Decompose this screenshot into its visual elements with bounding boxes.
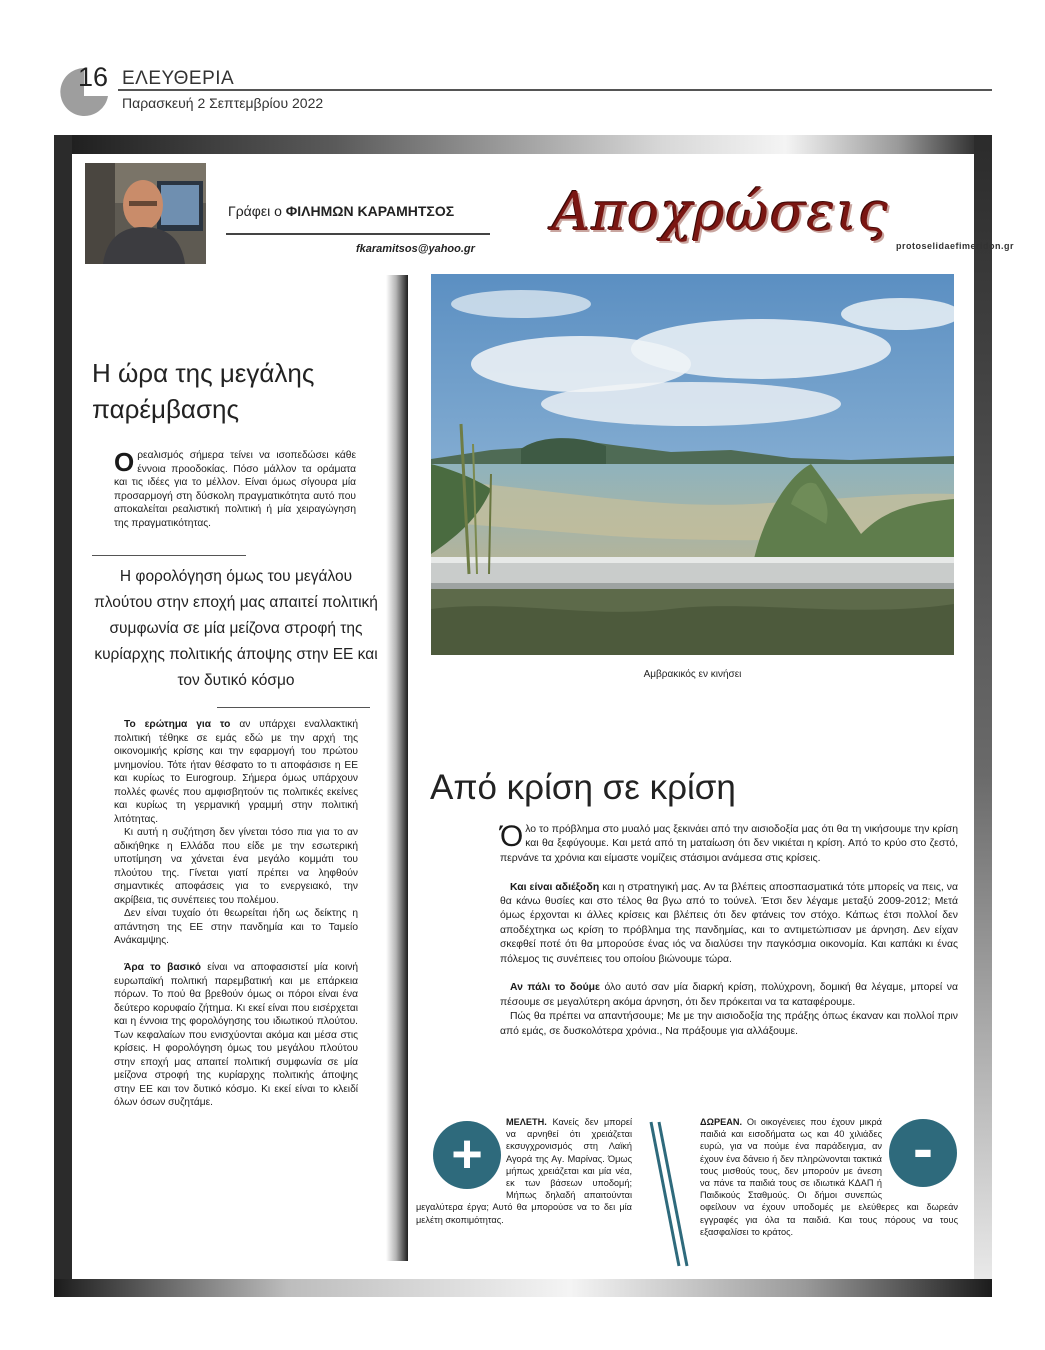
source-watermark: protoselidaefimeridon.gr [896, 241, 1015, 251]
lead-dropcap: Ο [114, 447, 135, 477]
header-rule [118, 89, 992, 91]
paragraph: Δεν είναι τυχαίο ότι θεωρείται ήδη ως δείκτης η απάντηση της ΕΕ στην πανδημία και το Ταμείο Ανάκαμψης. [114, 908, 358, 946]
newspaper-name: ΕΛΕΥΘΕΡΙΑ [122, 68, 235, 89]
left-article-title: Η ώρα της μεγάλης παρέμβασης [92, 358, 315, 424]
cons-label: ΔΩΡΕΑΝ. [700, 1117, 743, 1127]
minus-symbol: - [913, 1115, 933, 1182]
frame-left-bar [54, 135, 72, 1297]
cons-text: Οι οικογένειες που έχουν μικρά παιδιά και εισοδήματα ως και 40 χιλιάδες ευρώ, για να πούμε ένα παράδειγμα, αν έχουν ένα δάνειο ή δεν πληρώνονται τακτικά τους μισθούς τους, δεν μπορούν με άνεση να πάνε τα παιδιά τους σε ιδιωτικά ΚΔΑΠ ή Παιδικούς Σταθμούς. Οι δήμοι συνεπώς οφείλουν να έχουν υποδομές με ελεύθερες και δωρεάν εγγραφές για όλα τα παιδιά. Και τους πόρους να τους εξασφαλίσει το κράτος. [700, 1117, 958, 1237]
column-divider [386, 275, 408, 1261]
column-logo-text: Αποχρώσεις [552, 182, 889, 243]
minus-icon [889, 1115, 957, 1187]
run-in: Άρα το βασικό [124, 962, 201, 973]
paragraph-text: και η στρατηγική μας. Αν τα βλέπεις αποσπασματικά τότε μπορείς να πεις, να θα κάνω θυσίες και στο τέλος θα βγω από το τούνελ. Έτσι δεν λέγαμε μεταξύ 2009-2012; Μετά όμως έρχονται κι άλλες κρίσεις και βλέπεις ότι δεν φτάνεις τον στόχο. Κάπως έτσι πολλοί δεν αποδέχτηκα ως κρίση το πρόβλημα της πανδημίας, και το αντιμετώπισαν με άρνηση. Δεν είχαν σκεφθεί ποτέ ότι θα μπορούσε ένας ιός να διαλύσει την παγκόσμια οικονομία. Και καπάκι κι ένας πόλεμος τις συνέπειες του οποίου βιώνουμε τώρα. [500, 881, 958, 965]
author-email: fkaramitsos@yahoo.gr [356, 243, 475, 255]
publication-date: Παρασκευή 2 Σεπτεμβρίου 2022 [122, 95, 324, 111]
frame-right-bar [974, 135, 992, 1297]
article-photo [431, 274, 954, 655]
run-in: Και είναι αδιέξοδη [510, 881, 600, 893]
photo-caption: Αμβρακικός εν κινήσει [643, 669, 742, 680]
paragraph [500, 881, 958, 967]
paragraph: Πώς θα πρέπει να απαντήσουμε; Με με την αισιοδοξία της πράξης όπως έκαναν και πολλοί πριν από εμάς, σε δυσκολότερα χρόνια., Να πράξουμε για αλλάξουμε. [500, 1011, 958, 1037]
byline-rule [226, 233, 490, 235]
byline-prefix: Γράφει ο [228, 203, 286, 219]
pros-text: Κανείς δεν μπορεί να αρνηθεί ότι χρειάζεται εκσυγχρονισμός στη Λαϊκή Αγορά της Αγ. Μαρίνας. Όμως μήπως χρειάζεται και μία νέα, εκ των βάσεων υποδομή; Μήπως δηλαδή απαιτούνται μεγαλύτερα έργα; Αυτό θα μπορούσε να το δει μία μελέτη σκοπιμότητας. [416, 1117, 632, 1225]
left-article-lead [114, 449, 356, 530]
plus-symbol: + [451, 1124, 483, 1184]
separator-slashes [645, 1120, 693, 1268]
author-photo [85, 163, 206, 264]
paragraph [500, 820, 958, 866]
float-spacer [416, 1116, 506, 1200]
pull-quote-rule-top [92, 555, 246, 556]
author-name: ΦΙΛΗΜΩΝ ΚΑΡΑΜΗΤΣΟΣ [285, 203, 455, 219]
right-dropcap: Ό [500, 820, 524, 853]
frame-bottom-bar [54, 1279, 992, 1297]
paragraph [114, 961, 358, 1110]
column-logo [523, 172, 918, 257]
run-in: Αν πάλι το δούμε [510, 982, 600, 994]
paragraph-text: όλο αυτό σαν μία διαρκή κρίση, πολύχρονη, δομική θα λέγαμε, μπορεί να πέσουμε σε μεγαλύτερη ακόμα άρνηση, ότι δεν πρόκειται να τα καταφέρουμε. [500, 982, 958, 1008]
paragraph-text: είναι να αποφασιστεί μία κοινή ευρωπαϊκή πολιτική παρεμβατική και με επάρκεια πόρων. Το πού θα βρεθούν όμως οι πόροι είναι ένα δεύτερο κορυφαίο ζήτημα. Κι εκεί είναι που εισέρχεται και η έννοια της φορολόγησης του ιδιωτικού πλούτου. Των κεφαλαίων που ενισχύονται ακόμα και μέσα στις κρίσεις. Η φορολόγηση όμως του μεγάλου πλούτου στην εποχή μας απαιτεί πολιτική συμφωνία σε μία μείζονα στροφή της κυρίαρχης πολιτικής άποψης στην ΕΕ και τον δυτικό κόσμο. Κι εκεί είναι το κλειδί όλων όσων συζητάμε. [114, 962, 358, 1108]
paragraph: Κι αυτή η συζήτηση δεν γίνεται τόσο πια για το αν αδικήθηκε η Ελλάδα που είδε με την εσωτερική υποτίμηση να χάνεται ένα μεγάλο κομμάτι του πλούτου της. Γίνεται γιατί πρέπει να ληφθούν σημαντικές αποφάσεις για το ενεργειακό, την ακρίβεια, τις συνέπειες του πολέμου. [114, 827, 358, 906]
pull-quote-rule-bottom [217, 707, 370, 708]
page-number: 16 [78, 62, 109, 92]
paragraph-text: λο το πρόβλημα στο μυαλό μας ξεκινάει από την αισιοδοξία μας ότι θα τη νικήσουμε την κρίση και θα ξεφύγουμε. Και μετά από τη ματαίωση ότι δεν νικιέται η κρίση. Από το κρύο στο ζεστό, περνάνε τα χρόνια και είμαστε νομίζεις στάσιμοι ανάμεσα στις κρίσεις. [500, 824, 958, 864]
paragraph [500, 981, 958, 1010]
frame-top-bar [54, 135, 992, 154]
pros-label: ΜΕΛΕΤΗ. [506, 1117, 547, 1127]
lead-text: ρεαλισμός σήμερα τείνει να ισοπεδώσει κάθε έννοια προοδοκίας. Πόσο μάλλον τα οράματα και τις ιδέες για το μέλλον. Είναι όμως σίγουρα μία προσαρμογή στη δύσκολη πραγματικότητα αυτό που αποκαλείται ρεαλιστική πολιτική ή μία χειραγώγηση της πραγματικότητας. [114, 450, 356, 529]
right-article-body [500, 820, 958, 1039]
pros-box [416, 1116, 632, 1226]
paragraph [114, 718, 358, 826]
byline [228, 203, 454, 219]
right-article-title: Από κρίση σε κρίση [430, 768, 736, 807]
run-in: Το ερώτημα για το [124, 719, 231, 730]
pull-quote: Η φορολόγηση όμως του μεγάλου πλούτου στην εποχή μας απαιτεί πολιτική συμφωνία σε μία μείζονα στροφή της κυρίαρχης πολιτικής άποψης στην ΕΕ και τον δυτικό κόσμο [94, 568, 378, 689]
left-article-body [114, 718, 358, 1110]
paragraph-text: αν υπάρχει εναλλακτική πολιτική τέθηκε σε εμάς εδώ με την αρχή της οικονομικής κρίσης και την εφαρμογή του πρώτου μνημονίου. Τότε ήταν θέσφατο το τι αποφάσισε η ΕΕ και κυρίως το Eurogroup. Σήμερα όμως υπάρχουν πολλές φωνές που αμφισβητούν τις πολιτικές εκείνες και κυρίως τη γερμανική γραμμή στην πολιτική λιτότητας. [114, 719, 359, 825]
